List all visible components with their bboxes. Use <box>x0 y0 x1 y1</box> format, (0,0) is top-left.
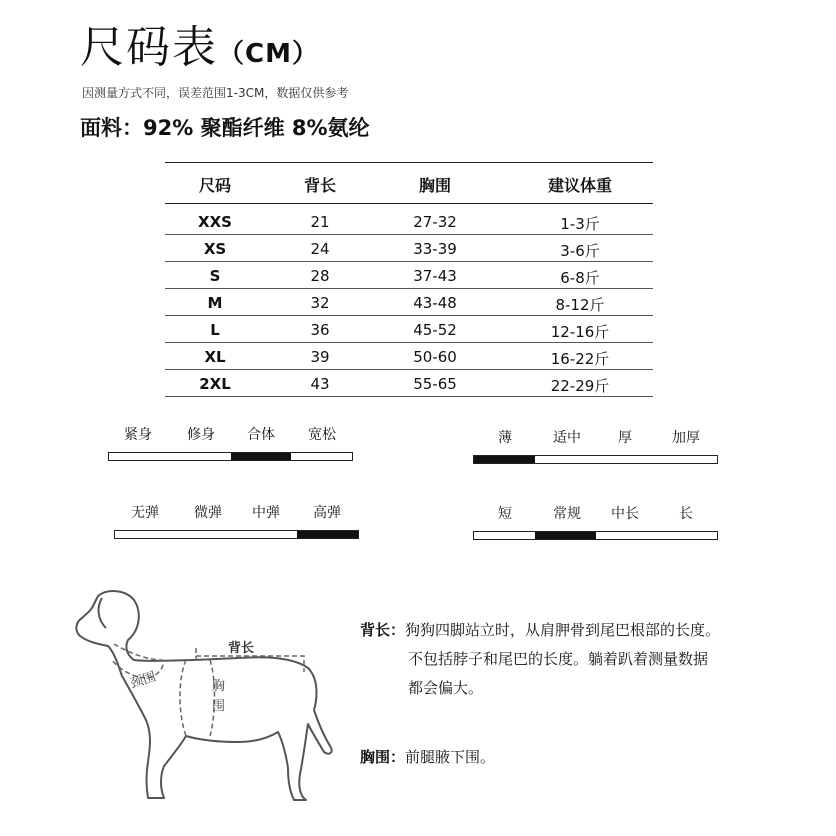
length-label: 长 <box>679 506 693 522</box>
cell-size: L <box>210 321 220 339</box>
table-row <box>165 262 653 289</box>
stretch-bar-fill <box>297 531 358 538</box>
cell-chest: 33-39 <box>413 240 457 258</box>
table-row <box>165 208 653 235</box>
cell-size: XL <box>204 348 226 366</box>
chest-desc-line <box>360 743 780 772</box>
length-label: 短 <box>498 506 512 522</box>
cell-size: M <box>207 294 223 312</box>
measurement-description <box>360 616 780 772</box>
chest-label-top: 胸 <box>212 679 226 694</box>
cell-chest: 27-32 <box>413 213 457 231</box>
back-length-term: 背长： <box>360 621 406 639</box>
stretch-label: 中弹 <box>252 505 280 521</box>
back-length-desc-line2: 不包括脖子和尾巴的长度。躺着趴着测量数据 <box>408 650 709 668</box>
length-label: 中长 <box>611 506 639 522</box>
cell-back-length: 24 <box>310 240 330 258</box>
cell-back-length: 28 <box>310 267 330 285</box>
table-row <box>165 289 653 316</box>
stretch-bar <box>114 530 359 539</box>
cell-size: S <box>209 267 221 285</box>
thickness-bar <box>473 455 718 464</box>
chest-line <box>180 660 215 736</box>
chest-term: 胸围： <box>360 748 406 766</box>
col-header-size: 尺码 <box>198 176 231 195</box>
thickness-label: 适中 <box>553 430 581 446</box>
length-label: 常规 <box>553 506 581 522</box>
thickness-bar-fill <box>474 456 535 463</box>
cell-weight: 16-22斤 <box>550 350 610 368</box>
length-scale <box>473 503 718 545</box>
fit-scale <box>108 424 353 466</box>
table-row <box>165 235 653 262</box>
title-unit: （CM） <box>218 39 319 69</box>
cell-chest: 37-43 <box>413 267 457 285</box>
thickness-scale <box>473 427 718 469</box>
cell-size: 2XL <box>199 375 231 393</box>
cell-weight: 3-6斤 <box>560 242 600 260</box>
cell-size: XXS <box>198 213 232 231</box>
title-text: 尺码表 <box>80 22 218 73</box>
thickness-label: 薄 <box>498 430 512 446</box>
col-header-chest: 胸围 <box>418 176 451 195</box>
cell-chest: 50-60 <box>413 348 457 366</box>
cell-back-length: 32 <box>310 294 330 312</box>
back-length-text-1: 狗狗四脚站立时，从肩胛骨到尾巴根部的长度。 <box>405 621 721 639</box>
length-bar <box>473 531 718 540</box>
length-bar-fill <box>535 532 596 539</box>
cell-size: XS <box>203 240 227 258</box>
stretch-scale <box>114 502 359 544</box>
measurement-note: 因测量方式不同，误差范围1-3CM，数据仅供参考 <box>82 86 349 100</box>
stretch-label: 高弹 <box>313 505 341 521</box>
fit-bar <box>108 452 353 461</box>
fit-label: 宽松 <box>308 427 336 443</box>
thickness-label: 厚 <box>618 430 632 446</box>
chest-text: 前腿腋下围。 <box>405 748 496 766</box>
dog-outline <box>76 591 331 800</box>
cell-chest: 43-48 <box>413 294 457 312</box>
size-table <box>165 162 653 397</box>
fit-bar-fill <box>231 453 292 460</box>
table-row <box>165 370 653 397</box>
table-header-row <box>165 162 653 204</box>
back-length-desc-line3: 都会偏大。 <box>408 679 484 697</box>
cell-weight: 22-29斤 <box>550 377 610 395</box>
dog-measurement-diagram <box>68 586 338 806</box>
cell-back-length: 36 <box>310 321 330 339</box>
cell-chest: 45-52 <box>413 321 457 339</box>
cell-weight: 6-8斤 <box>560 269 600 287</box>
cell-back-length: 43 <box>310 375 330 393</box>
col-header-weight: 建议体重 <box>547 176 612 195</box>
material-info: 面料：92% 聚酯纤维 8%氨纶 <box>80 116 370 140</box>
cell-back-length: 21 <box>310 213 330 231</box>
dog-ear <box>99 598 106 628</box>
back-label: 背长 <box>228 641 255 656</box>
page-title <box>80 18 319 84</box>
back-length-desc-line1 <box>360 616 780 645</box>
cell-weight: 1-3斤 <box>560 215 600 233</box>
cell-weight: 8-12斤 <box>555 296 605 314</box>
neck-label: 颈围 <box>128 669 158 692</box>
table-row <box>165 343 653 370</box>
fit-label: 紧身 <box>124 427 152 443</box>
fit-label: 合体 <box>247 427 275 443</box>
stretch-label: 微弹 <box>194 505 222 521</box>
col-header-back-length: 背长 <box>303 176 336 195</box>
cell-back-length: 39 <box>310 348 330 366</box>
chest-label-bottom: 围 <box>212 699 226 714</box>
table-row <box>165 316 653 343</box>
thickness-label: 加厚 <box>672 430 700 446</box>
stretch-label: 无弹 <box>131 505 159 521</box>
cell-weight: 12-16斤 <box>550 323 610 341</box>
fit-label: 修身 <box>187 427 215 443</box>
cell-chest: 55-65 <box>413 375 457 393</box>
